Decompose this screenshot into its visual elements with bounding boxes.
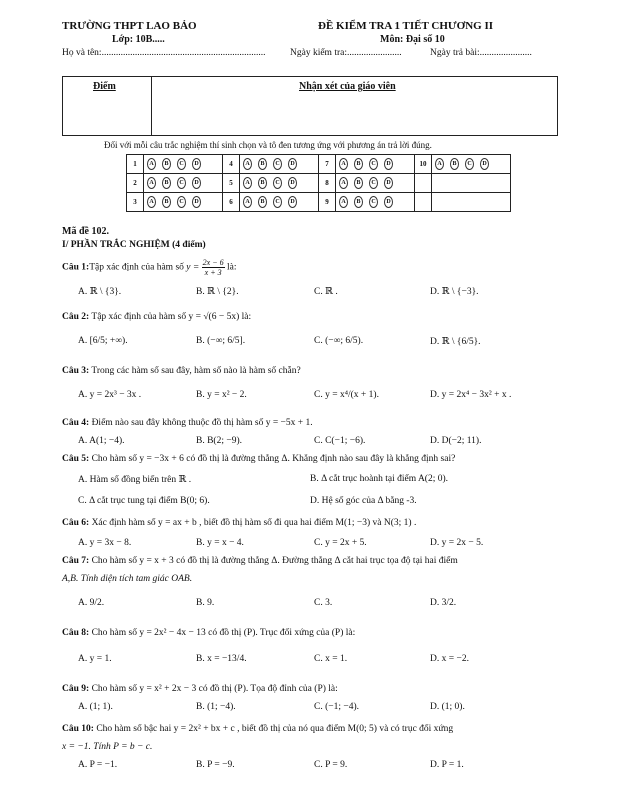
option-a[interactable]: A. ℝ \ {3}. bbox=[78, 287, 122, 297]
option-a[interactable]: A. y = 3x − 8. bbox=[78, 538, 132, 548]
option-b[interactable]: B. B(2; −9). bbox=[196, 436, 242, 446]
bubble-b[interactable]: B bbox=[354, 177, 363, 189]
bubble-d[interactable]: D bbox=[192, 196, 201, 208]
question-number: Câu 1: bbox=[62, 262, 90, 273]
bubble-set[interactable] bbox=[432, 155, 511, 174]
option-a[interactable]: A. 9/2. bbox=[78, 598, 105, 608]
bubble-c[interactable]: C bbox=[369, 196, 378, 208]
option-d[interactable]: D. y = 2x − 5. bbox=[430, 538, 484, 548]
bubble-set[interactable] bbox=[240, 193, 319, 212]
bubble-a[interactable]: A bbox=[339, 158, 348, 170]
bubble-a[interactable]: A bbox=[339, 177, 348, 189]
option-a[interactable]: A. Hàm số đồng biến trên ℝ . bbox=[78, 475, 192, 485]
question-8 bbox=[62, 628, 355, 638]
option-d[interactable]: D. (1; 0). bbox=[430, 702, 465, 712]
bubble-d[interactable]: D bbox=[192, 177, 201, 189]
bubble-c[interactable]: C bbox=[177, 158, 186, 170]
bubble-a[interactable]: A bbox=[243, 158, 252, 170]
bubble-c[interactable]: C bbox=[273, 177, 282, 189]
question-text: Cho hàm số y = x² + 2x − 3 có đồ thị (P). Tọa độ đỉnh của (P) là: bbox=[91, 684, 338, 694]
empty-cell bbox=[432, 193, 511, 212]
question-2 bbox=[62, 312, 251, 322]
question-10 bbox=[62, 724, 453, 734]
question-text: Cho hàm số y = −3x + 6 có đồ thị là đường thẳng Δ. Khẳng định nào sau đây là khẳng định sai? bbox=[91, 454, 456, 464]
option-b[interactable]: B. (−∞; 6/5]. bbox=[196, 336, 246, 346]
bubble-set[interactable] bbox=[144, 193, 223, 212]
grid-number: 1 bbox=[127, 155, 144, 174]
option-d[interactable]: D. y = 2x⁴ − 3x² + x . bbox=[430, 390, 512, 400]
school-name: TRƯỜNG THPT LAO BẢO bbox=[62, 20, 197, 32]
bubble-a[interactable]: A bbox=[339, 196, 348, 208]
question-7 bbox=[62, 556, 458, 566]
bubble-set[interactable] bbox=[144, 155, 223, 174]
option-b[interactable]: B. (1; −4). bbox=[196, 702, 236, 712]
bubble-c[interactable]: C bbox=[273, 158, 282, 170]
grid-number bbox=[415, 193, 432, 212]
question-3 bbox=[62, 366, 301, 376]
bubble-set[interactable] bbox=[144, 174, 223, 193]
bubble-set[interactable] bbox=[336, 155, 415, 174]
grid-number: 6 bbox=[223, 193, 240, 212]
question-text: Xác định hàm số y = ax + b , biết đồ thị hàm số đi qua hai điểm M(1; −3) và N(3; 1) . bbox=[91, 518, 417, 528]
bubble-a[interactable]: A bbox=[147, 158, 156, 170]
option-d[interactable]: D. x = −2. bbox=[430, 654, 469, 664]
bubble-c[interactable]: C bbox=[273, 196, 282, 208]
grid-number: 7 bbox=[319, 155, 336, 174]
answer-row bbox=[127, 155, 511, 174]
option-d[interactable]: D. D(−2; 11). bbox=[430, 436, 482, 446]
bubble-d[interactable]: D bbox=[384, 158, 393, 170]
bubble-d[interactable]: D bbox=[384, 196, 393, 208]
question-number: Câu 9: bbox=[62, 684, 90, 694]
return-date-field: Ngày trả bài:...................... bbox=[430, 48, 532, 58]
option-c[interactable]: C. P = 9. bbox=[314, 760, 348, 770]
exam-code: Mã đề 102. bbox=[62, 226, 109, 237]
question-number: Câu 6: bbox=[62, 518, 90, 528]
fraction: $\frac{2x - 6}{x + 3}$ bbox=[202, 258, 224, 277]
question-text: Tập xác định của hàm số bbox=[89, 262, 184, 273]
question-number: Câu 7: bbox=[62, 556, 90, 566]
grid-number: 9 bbox=[319, 193, 336, 212]
grid-number: 2 bbox=[127, 174, 144, 193]
option-a[interactable]: A. y = 1. bbox=[78, 654, 112, 664]
question-number: Câu 3: bbox=[62, 366, 90, 376]
subject-label: Môn: Đại số 10 bbox=[380, 34, 445, 45]
option-a[interactable]: A. A(1; −4). bbox=[78, 436, 125, 446]
option-c[interactable]: C. y = 2x + 5. bbox=[314, 538, 367, 548]
bubble-set[interactable] bbox=[336, 174, 415, 193]
question-text: Cho hàm số y = x + 3 có đồ thị là đường thẳng Δ. Đường thẳng Δ cắt hai trục tọa độ tại hai điểm bbox=[91, 556, 458, 566]
answer-row bbox=[127, 193, 511, 212]
option-d[interactable]: D. P = 1. bbox=[430, 760, 464, 770]
bubble-d[interactable]: D bbox=[288, 196, 297, 208]
question-number: Câu 2: bbox=[62, 312, 90, 322]
question-1: Câu 1:Tập xác định của hàm số y = $\frac{2x - 6}{x + 3}$ là: bbox=[62, 258, 237, 277]
option-b[interactable]: B. y = x − 4. bbox=[196, 538, 244, 548]
question-text: Cho hàm số y = 2x² − 4x − 13 có đồ thị (P). Trục đối xứng của (P) là: bbox=[91, 628, 356, 638]
option-c[interactable]: C. y = x⁴/(x + 1). bbox=[314, 390, 379, 400]
answer-grid bbox=[126, 154, 511, 212]
question-number: Câu 8: bbox=[62, 628, 90, 638]
option-c[interactable]: C. (−1; −4). bbox=[314, 702, 360, 712]
option-c[interactable]: C. (−∞; 6/5). bbox=[314, 336, 364, 346]
question-9 bbox=[62, 684, 338, 694]
option-d[interactable]: D. ℝ \ {6/5}. bbox=[430, 337, 481, 347]
test-date-field: Ngày kiểm tra:....................... bbox=[290, 48, 402, 58]
bubble-b[interactable]: B bbox=[258, 177, 267, 189]
bubble-set[interactable] bbox=[336, 193, 415, 212]
bubble-b[interactable]: B bbox=[162, 158, 171, 170]
bubble-c[interactable]: C bbox=[369, 158, 378, 170]
option-b[interactable]: B. y = x² − 2. bbox=[196, 390, 247, 400]
score-label: Điểm bbox=[93, 81, 116, 92]
option-b[interactable]: B. x = −13/4. bbox=[196, 654, 247, 664]
option-a[interactable]: A. (1; 1). bbox=[78, 702, 113, 712]
grid-number: 10 bbox=[415, 155, 432, 174]
option-b[interactable]: B. P = −9. bbox=[196, 760, 235, 770]
bubble-a[interactable]: A bbox=[435, 158, 444, 170]
bubble-d[interactable]: D bbox=[384, 177, 393, 189]
bubble-d[interactable]: D bbox=[480, 158, 489, 170]
answer-row bbox=[127, 174, 511, 193]
option-c[interactable]: C. 3. bbox=[314, 598, 333, 608]
option-b[interactable]: B. Δ cắt trục hoành tại điểm A(2; 0). bbox=[310, 474, 449, 484]
question-5 bbox=[62, 454, 455, 464]
score-box bbox=[62, 76, 558, 136]
question-text: Cho hàm số bậc hai y = 2x² + bx + c , biết đồ thị của nó qua điểm M(0; 5) và có trục đối xứng bbox=[96, 724, 454, 734]
question-number: Câu 4: bbox=[62, 418, 90, 428]
bubble-c[interactable]: C bbox=[177, 196, 186, 208]
option-c[interactable]: C. ℝ . bbox=[314, 287, 338, 297]
option-c[interactable]: C. Δ cắt trục tung tại điểm B(0; 6). bbox=[78, 496, 210, 506]
bubble-b[interactable]: B bbox=[258, 158, 267, 170]
section-title: I/ PHẦN TRẮC NGHIỆM (4 điểm) bbox=[62, 240, 206, 250]
grid-number: 5 bbox=[223, 174, 240, 193]
bubble-set[interactable] bbox=[240, 174, 319, 193]
question-6 bbox=[62, 518, 416, 528]
question-7-line2: A,B. Tính diện tích tam giác OAB. bbox=[62, 574, 193, 584]
class-label: Lớp: 10B..... bbox=[112, 34, 165, 45]
bubble-a[interactable]: A bbox=[147, 196, 156, 208]
option-a[interactable]: A. P = −1. bbox=[78, 760, 118, 770]
bubble-a[interactable]: A bbox=[243, 177, 252, 189]
teacher-comment-label: Nhận xét của giáo viên bbox=[299, 81, 396, 92]
bubble-c[interactable]: C bbox=[465, 158, 474, 170]
option-a[interactable]: A. [6/5; +∞). bbox=[78, 336, 128, 346]
bubble-d[interactable]: D bbox=[288, 177, 297, 189]
option-b[interactable]: B. ℝ \ {2}. bbox=[196, 287, 239, 297]
question-number: Câu 5: bbox=[62, 454, 90, 464]
bubble-b[interactable]: B bbox=[354, 196, 363, 208]
bubble-b[interactable]: B bbox=[354, 158, 363, 170]
bubble-b[interactable]: B bbox=[450, 158, 459, 170]
bubble-a[interactable]: A bbox=[147, 177, 156, 189]
grid-number bbox=[415, 174, 432, 193]
option-d[interactable]: D. 3/2. bbox=[430, 598, 457, 608]
bubble-c[interactable]: C bbox=[369, 177, 378, 189]
option-d[interactable]: D. Hệ số góc của Δ bằng -3. bbox=[310, 496, 417, 506]
question-text: Tập xác định của hàm số y = √(6 − 5x) là: bbox=[91, 312, 252, 322]
empty-cell bbox=[432, 174, 511, 193]
question-text: Trong các hàm số sau đây, hàm số nào là hàm số chẵn? bbox=[91, 366, 301, 376]
bubble-d[interactable]: D bbox=[288, 158, 297, 170]
bubble-a[interactable]: A bbox=[243, 196, 252, 208]
student-name-field: Họ và tên:..................................................................... bbox=[62, 48, 266, 58]
grid-number: 3 bbox=[127, 193, 144, 212]
question-4 bbox=[62, 418, 313, 428]
question-10-line2: x = −1. Tính P = b − c. bbox=[62, 742, 153, 752]
option-d[interactable]: D. ℝ \ {−3}. bbox=[430, 287, 479, 297]
bubble-b[interactable]: B bbox=[162, 177, 171, 189]
score-divider bbox=[151, 77, 152, 135]
question-text: Điểm nào sau đây không thuộc đồ thị hàm số y = −5x + 1. bbox=[91, 418, 313, 428]
option-c[interactable]: C. C(−1; −6). bbox=[314, 436, 366, 446]
bubble-d[interactable]: D bbox=[192, 158, 201, 170]
bubble-c[interactable]: C bbox=[177, 177, 186, 189]
question-number: Câu 10: bbox=[62, 724, 94, 734]
exam-title: ĐỀ KIỂM TRA 1 TIẾT CHƯƠNG II bbox=[318, 20, 494, 32]
option-a[interactable]: A. y = 2x³ − 3x . bbox=[78, 390, 142, 400]
instruction-text: Đối với mỗi câu trắc nghiệm thí sinh chọn và tô đen tương ứng với phương án trả lời đúng. bbox=[104, 140, 432, 150]
bubble-b[interactable]: B bbox=[162, 196, 171, 208]
bubble-b[interactable]: B bbox=[258, 196, 267, 208]
grid-number: 4 bbox=[223, 155, 240, 174]
bubble-set[interactable] bbox=[240, 155, 319, 174]
option-b[interactable]: B. 9. bbox=[196, 598, 215, 608]
grid-number: 8 bbox=[319, 174, 336, 193]
option-c[interactable]: C. x = 1. bbox=[314, 654, 348, 664]
